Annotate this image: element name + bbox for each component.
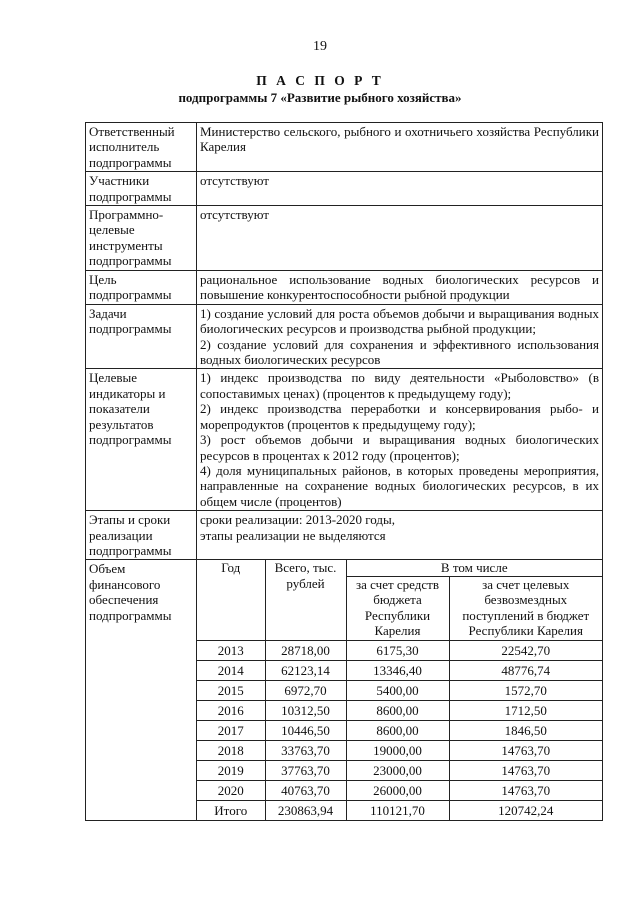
finance-row <box>197 701 602 721</box>
finance-cell <box>197 560 603 821</box>
table-row <box>86 172 603 206</box>
finance-total: 33763,70 <box>265 741 346 761</box>
row-label: Программно-целевые инструменты подпрограммы <box>86 206 197 271</box>
finance-total: 10312,50 <box>265 701 346 721</box>
finance-year: 2019 <box>197 761 265 781</box>
finance-total: 37763,70 <box>265 761 346 781</box>
finance-budget: 8600,00 <box>346 721 449 741</box>
finance-gratuitous: 1712,50 <box>449 701 602 721</box>
row-value: отсутствуют <box>197 206 603 271</box>
table-row <box>86 271 603 305</box>
header-budget: за счет средств бюджета Республики Карелия <box>346 576 449 641</box>
finance-gratuitous: 48776,74 <box>449 661 602 681</box>
list-item: 3) рост объемов добычи и выращивания водных биологических ресурсов в процентах к 2012 году (процентов); <box>200 432 599 463</box>
finance-year: Итого <box>197 801 265 821</box>
list-item: 1) индекс производства по виду деятельности «Рыболовство» (в сопоставимых ценах) (процентов к предыдущему году); <box>200 370 599 401</box>
header-total: Всего, тыс. рублей <box>265 560 346 641</box>
row-value: рациональное использование водных биологических ресурсов и повышение конкурентоспособности рыбной продукции <box>197 271 603 305</box>
row-label: Целевые индикаторы и показатели результатов подпрограммы <box>86 369 197 511</box>
row-value <box>197 369 603 511</box>
finance-gratuitous: 1572,70 <box>449 681 602 701</box>
row-label: Ответственный исполнитель подпрограммы <box>86 123 197 172</box>
list-item: этапы реализации не выделяются <box>200 527 386 543</box>
finance-budget: 26000,00 <box>346 781 449 801</box>
finance-row <box>197 641 602 661</box>
finance-budget: 13346,40 <box>346 661 449 681</box>
header-year: Год <box>197 560 265 641</box>
document-subtitle: подпрограммы 7 «Развитие рыбного хозяйства» <box>178 90 462 105</box>
table-row <box>86 369 603 511</box>
row-label: Цель подпрограммы <box>86 271 197 305</box>
list-item: сроки реализации: 2013-2020 годы, <box>200 512 395 528</box>
table-row <box>86 304 603 369</box>
finance-row <box>197 761 602 781</box>
list-item: 4) доля муниципальных районов, в которых проведены мероприятия, направленные на сохранение водных биологических ресурсов, в их общем числе (процентов) <box>200 462 599 509</box>
finance-budget: 23000,00 <box>346 761 449 781</box>
finance-budget: 6175,30 <box>346 641 449 661</box>
finance-year: 2014 <box>197 661 265 681</box>
finance-gratuitous: 14763,70 <box>449 741 602 761</box>
passport-table <box>85 122 603 821</box>
list-item: 2) создание условий для сохранения и эффективного использования водных биологических ресурсов <box>200 336 599 368</box>
row-label: Участники подпрограммы <box>86 172 197 206</box>
document-title: П А С П О Р Т <box>256 73 384 88</box>
finance-gratuitous: 22542,70 <box>449 641 602 661</box>
finance-total: 28718,00 <box>265 641 346 661</box>
row-value <box>197 511 603 560</box>
table-row <box>86 560 603 821</box>
finance-table <box>197 560 602 820</box>
finance-budget: 5400,00 <box>346 681 449 701</box>
finance-budget: 110121,70 <box>346 801 449 821</box>
table-row <box>86 511 603 560</box>
finance-header-row <box>197 560 602 576</box>
finance-year: 2018 <box>197 741 265 761</box>
row-value: Министерство сельского, рыбного и охотничьего хозяйства Республики Карелия <box>197 123 603 172</box>
finance-year: 2017 <box>197 721 265 741</box>
header-gratuitous: за счет целевых безвозмездных поступлений в бюджет Республики Карелия <box>449 576 602 641</box>
table-row <box>86 123 603 172</box>
row-value: отсутствуют <box>197 172 603 206</box>
row-label: Этапы и сроки реализации подпрограммы <box>86 511 197 560</box>
list-item: 1) создание условий для роста объемов добычи и выращивания водных биологических ресурсов и производства рыбной продукции; <box>200 305 599 337</box>
finance-total: 10446,50 <box>265 721 346 741</box>
header-including: В том числе <box>346 560 602 576</box>
finance-year: 2020 <box>197 781 265 801</box>
finance-total: 6972,70 <box>265 681 346 701</box>
finance-gratuitous: 1846,50 <box>449 721 602 741</box>
finance-row <box>197 741 602 761</box>
finance-row <box>197 681 602 701</box>
finance-year: 2015 <box>197 681 265 701</box>
finance-budget: 8600,00 <box>346 701 449 721</box>
finance-budget: 19000,00 <box>346 741 449 761</box>
list-item: 2) индекс производства переработки и консервирования рыбо- и морепродуктов (процентов к предыдущему году); <box>200 401 599 432</box>
finance-gratuitous: 120742,24 <box>449 801 602 821</box>
finance-gratuitous: 14763,70 <box>449 781 602 801</box>
row-label: Объем финансового обеспечения подпрограммы <box>86 560 197 821</box>
finance-row <box>197 781 602 801</box>
finance-total: 40763,70 <box>265 781 346 801</box>
finance-row <box>197 721 602 741</box>
finance-year: 2016 <box>197 701 265 721</box>
table-row <box>86 206 603 271</box>
finance-gratuitous: 14763,70 <box>449 761 602 781</box>
finance-total-row <box>197 801 602 821</box>
finance-year: 2013 <box>197 641 265 661</box>
row-value <box>197 304 603 369</box>
row-label: Задачи подпрограммы <box>86 304 197 369</box>
finance-row <box>197 661 602 681</box>
finance-total: 230863,94 <box>265 801 346 821</box>
finance-total: 62123,14 <box>265 661 346 681</box>
page-number: 19 <box>313 39 327 54</box>
